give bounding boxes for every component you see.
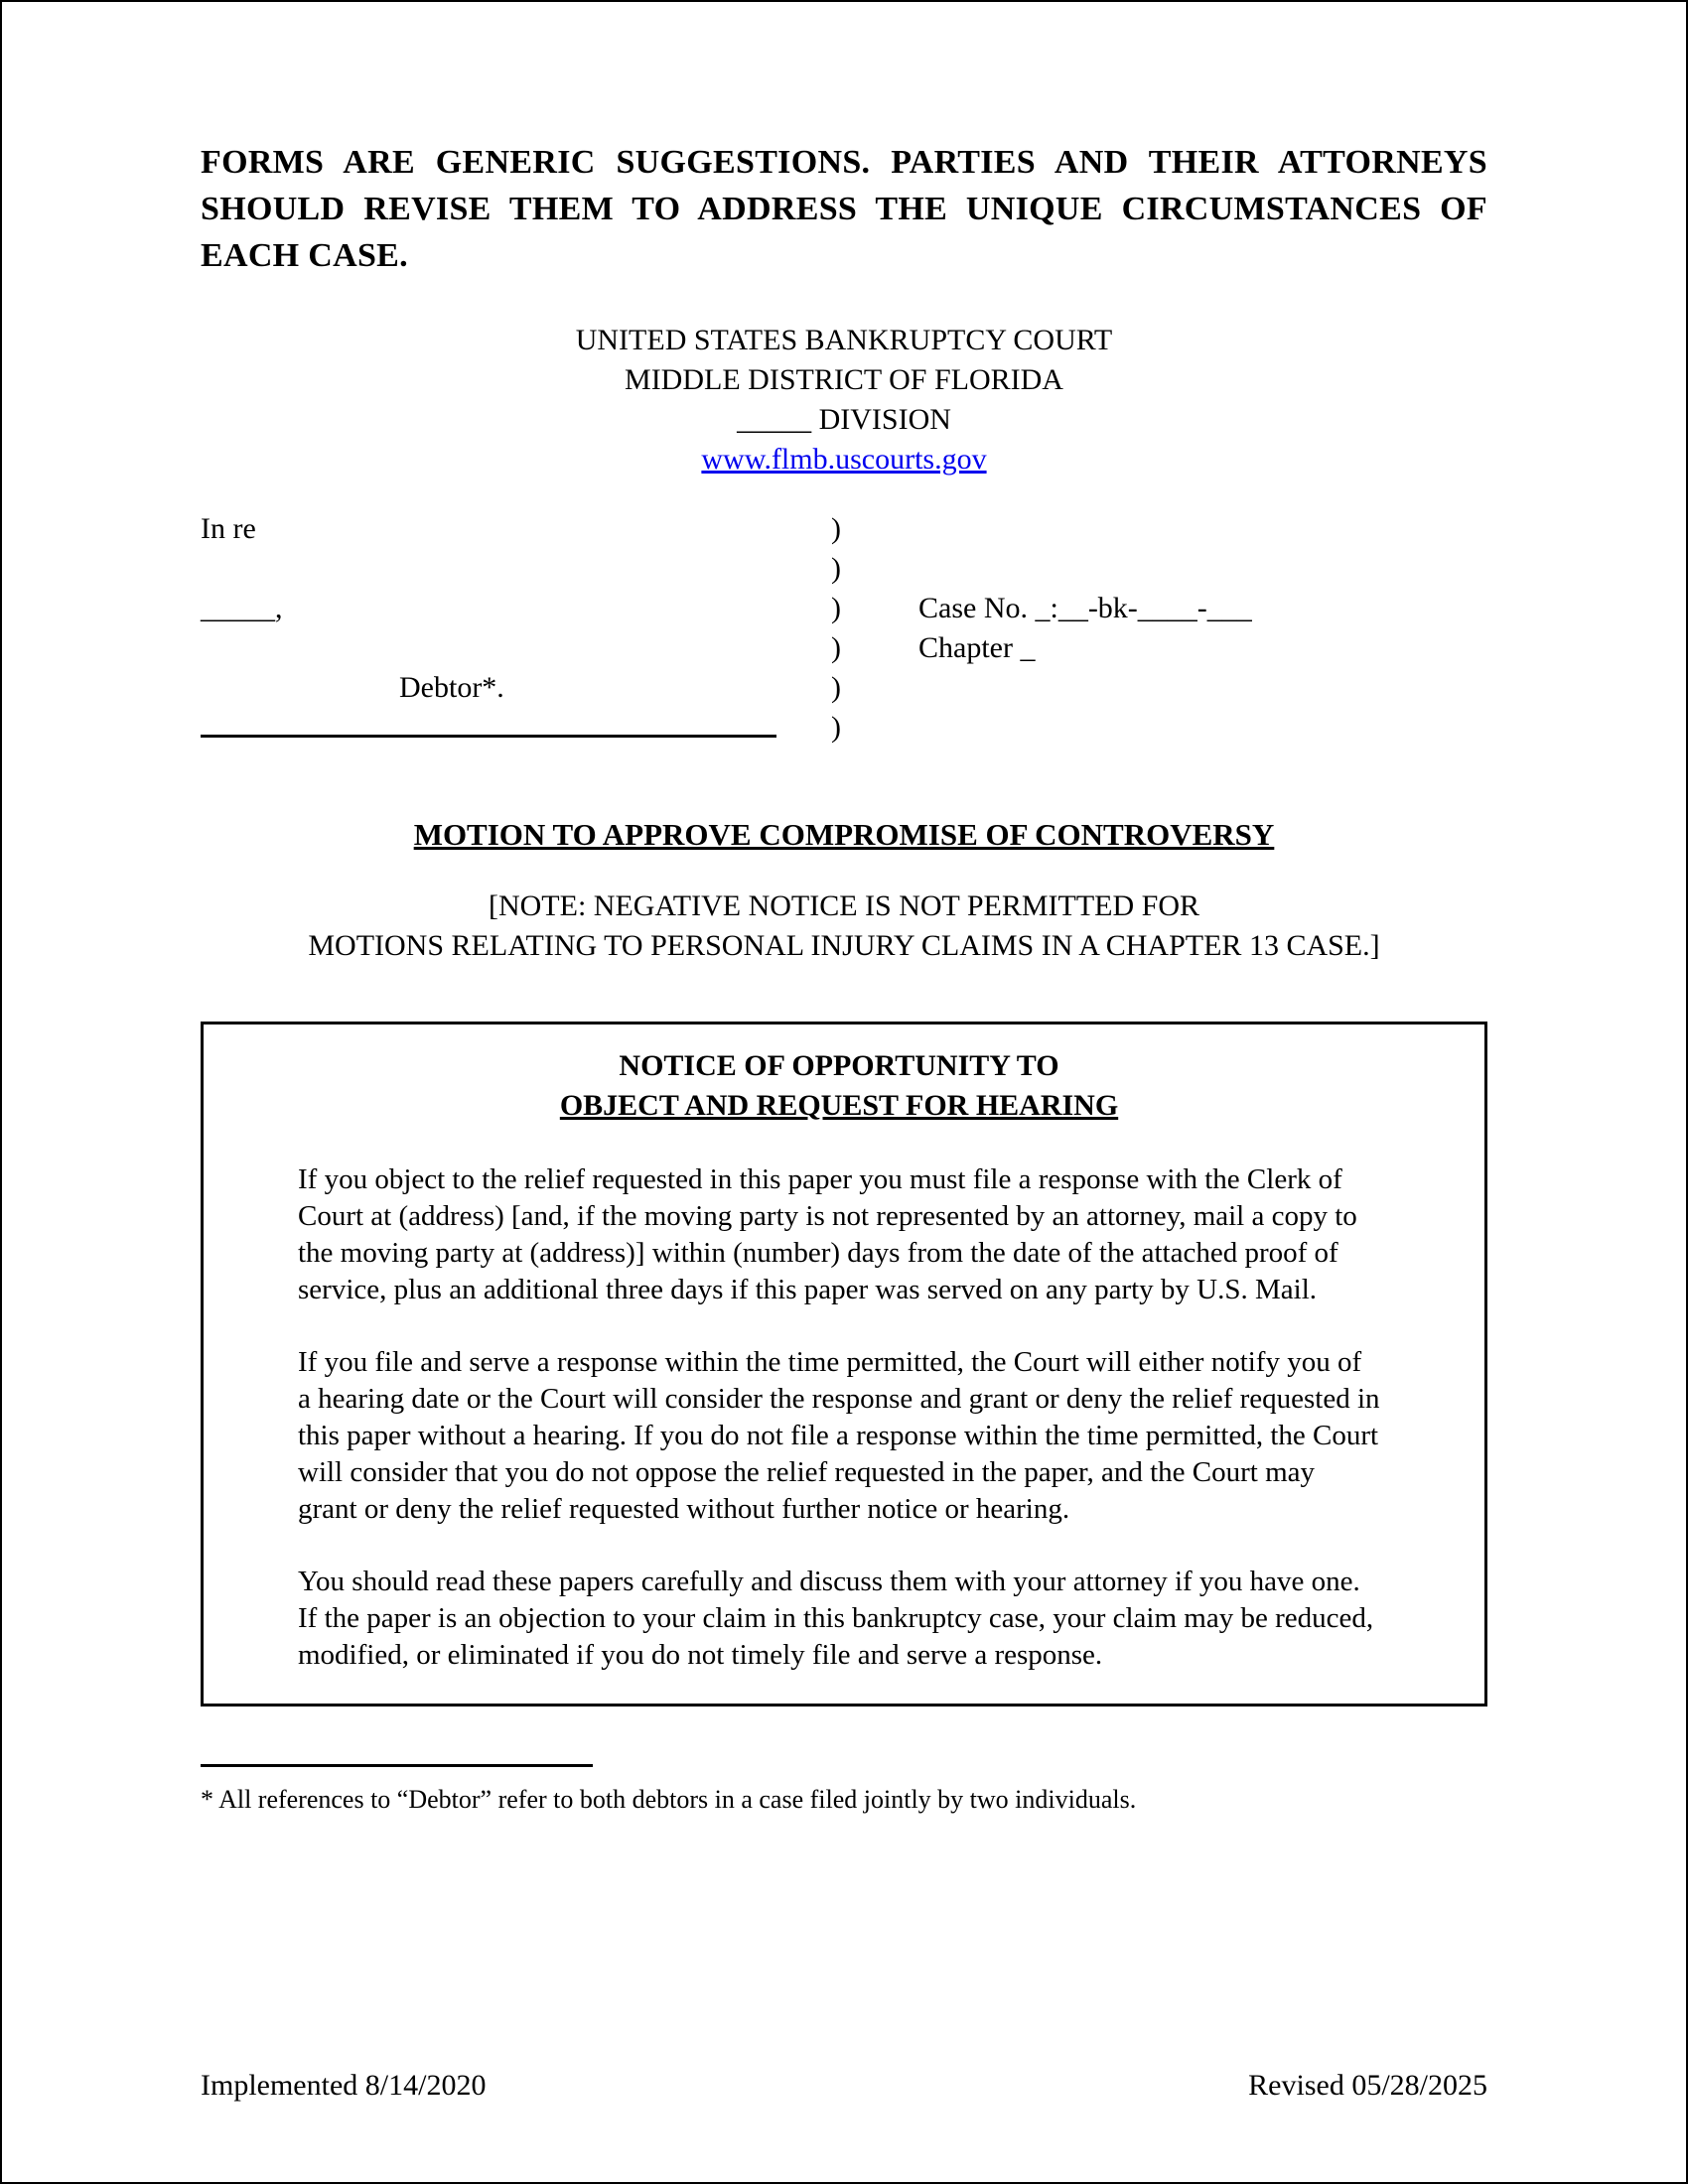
paren-divider: ) [831,592,841,624]
caption-spacer [201,549,831,589]
in-re-label: In re [201,512,256,545]
footnote-text: * All references to “Debtor” refer to both debtors in a case filed jointly by two individuals. [201,1785,1137,1814]
motion-title-text: MOTION TO APPROVE COMPROMISE OF CONTROVERSY [413,817,1275,852]
debtor-signature-line [201,708,776,738]
court-website-row [201,440,1487,479]
paren-divider: ) [831,512,841,545]
notice-paragraph-2: If you file and serve a response within the time permitted, the Court will either notify you of a hearing date or the Court will consider the response and grant or deny the relief requested in this paper without a hearing. If you do not file a response within the time permitted, the Court will consider that you do not oppose the relief requested in the paper, and the Court may grant or deny the relief requested without further notice or hearing. [298,1346,1380,1525]
court-header [201,321,1487,479]
court-name: UNITED STATES BANKRUPTCY COURT [575,324,1113,356]
note-line-1: [NOTE: NEGATIVE NOTICE IS NOT PERMITTED FOR [488,889,1200,922]
caption-spacer [918,509,1487,549]
debtor-name-blank: _____, [201,592,283,624]
notice-box-title [298,1046,1380,1126]
note-line-2: MOTIONS RELATING TO PERSONAL INJURY CLAIMS IN A CHAPTER 13 CASE.] [308,929,1380,962]
notice-title-line-2: OBJECT AND REQUEST FOR HEARING [559,1089,1119,1122]
implemented-date: Implemented 8/14/2020 [201,2069,487,2102]
district-name: MIDDLE DISTRICT OF FLORIDA [625,363,1063,396]
revised-date: Revised 05/28/2025 [1248,2069,1487,2102]
notice-paragraph-3: You should read these papers carefully and discuss them with your attorney if you have one. If the paper is an objection to your claim in this bankruptcy case, your claim may be reduced, modified, or eliminated if you do not timely file and serve a response. [298,1566,1374,1671]
debtor-label: Debtor*. [399,671,504,704]
page-footer [201,2069,1487,2103]
case-caption [201,509,1487,748]
footnote-separator [201,1764,593,1767]
caption-paren-column [831,509,918,748]
case-number: Case No. _:__-bk-____-___ [918,592,1252,624]
negative-notice-note [201,887,1487,966]
caption-left-column [201,509,831,748]
motion-title [201,817,1487,853]
notice-title-line-1: NOTICE OF OPPORTUNITY TO [619,1049,1059,1082]
paren-divider: ) [831,552,841,585]
forms-disclaimer: FORMS ARE GENERIC SUGGESTIONS. PARTIES AND THEIR ATTORNEYS SHOULD REVISE THEM TO ADDRESS THE UNIQUE CIRCUMSTANCES OF EACH CASE. [201,144,1487,274]
court-website-link[interactable]: www.flmb.uscourts.gov [701,443,987,476]
chapter-number: Chapter _ [918,631,1036,664]
caption-spacer [918,549,1487,589]
paren-divider: ) [831,631,841,664]
notice-box [201,1022,1487,1706]
division-line: _____ DIVISION [737,403,951,436]
notice-paragraph-1: If you object to the relief requested in this paper you must file a response with the Clerk of Court at (address) [and, if the moving party is not represented by an attorney, mail a copy to the moving party at (address)] within (number) days from the date of the attached proof of service, plus an additional three days if this paper was served on any party by U.S. Mail. [298,1163,1357,1305]
caption-right-column [918,509,1487,748]
paren-divider: ) [831,711,841,744]
paren-divider: ) [831,671,841,704]
caption-spacer [201,628,831,668]
